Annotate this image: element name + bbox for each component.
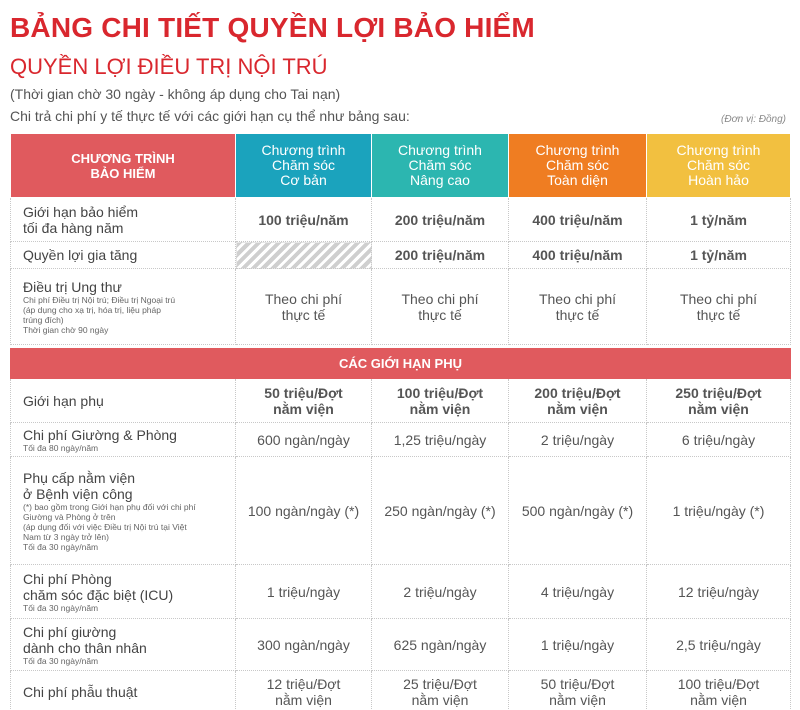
row-label-line: Giới hạn phụ: [23, 392, 104, 409]
cell-value: 2 triệu/ngày: [372, 565, 509, 619]
cell-value: [647, 269, 791, 345]
cell-line: Theo chi phí: [264, 290, 343, 307]
cell-value: [236, 671, 372, 710]
row-label-line: Chi phí Giường & Phòng: [23, 426, 177, 443]
cell-value: [372, 379, 509, 423]
table-row: [11, 671, 791, 710]
row-label-note: Tối đa 30 ngày/năm: [23, 541, 99, 552]
cell-value: 1 tỷ/năm: [647, 198, 791, 242]
table-row: [11, 269, 791, 345]
cell-value: [509, 671, 647, 710]
plan-line: Cơ bản: [280, 172, 327, 188]
table-row: [11, 565, 791, 619]
plan-line: Chương trình: [535, 142, 620, 158]
row-label-line: Phụ cấp nằm viện: [23, 469, 136, 486]
cell-line: nằm viện: [547, 400, 608, 417]
table-row: [11, 619, 791, 671]
row-label-line: Chi phí phẫu thuật: [23, 683, 138, 700]
row-label-bed-room: [11, 423, 236, 457]
table-row: [11, 242, 791, 269]
cell-line: 100 triệu/Đợt: [677, 675, 760, 692]
cell-value: [372, 269, 509, 345]
cell-value: [647, 671, 791, 710]
row-label-note: Thời gian chờ 90 ngày: [23, 324, 109, 335]
row-label-note: Nam từ 3 ngày trở lên): [23, 531, 109, 542]
table-row: [11, 198, 791, 242]
cell-line: nằm viện: [275, 691, 332, 708]
cell-line: Theo chi phí: [679, 290, 758, 307]
page-subtitle: QUYỀN LỢI ĐIỀU TRỊ NỘI TRÚ: [10, 54, 328, 79]
cell-value: [647, 379, 791, 423]
cell-line: nằm viện: [273, 400, 334, 417]
plan-line: Chương trình: [676, 142, 761, 158]
plan-line: Chương trình: [398, 142, 482, 158]
cell-value: 1 tỷ/năm: [647, 242, 791, 269]
row-label-note: trúng đích): [23, 314, 64, 325]
waiting-period-note: (Thời gian chờ 30 ngày - không áp dụng cho Tai nạn): [10, 86, 341, 102]
cell-line: 50 triệu/Đợt: [264, 384, 343, 401]
cell-line: thực tế: [418, 306, 462, 323]
row-label-note: Chi phí Điều trị Nội trú; Điều trị Ngoại trú: [23, 294, 176, 305]
payment-note: Chi trả chi phí y tế thực tế với các giới hạn cụ thể như bảng sau:: [10, 108, 410, 124]
plan-line: Hoàn hảo: [688, 172, 749, 188]
header-plan-basic: [236, 134, 372, 198]
plan-line: Chăm sóc: [686, 157, 751, 173]
row-label-line: Chi phí Phòng: [23, 570, 112, 587]
row-label-line: Điều trị Ung thư: [23, 278, 122, 295]
cell-line: 25 triệu/Đợt: [403, 675, 477, 692]
section-header-row: [11, 349, 791, 379]
plan-line: Nâng cao: [410, 172, 470, 188]
cell-line: thực tế: [696, 306, 741, 323]
row-label-line: chăm sóc đặc biệt (ICU): [23, 586, 174, 603]
row-label-line: Quyền lợi gia tăng: [23, 247, 138, 263]
row-label-note: (áp dụng cho xạ trị, hóa trị, liệu pháp: [23, 304, 161, 315]
cell-line: 100 triệu/Đợt: [396, 384, 484, 401]
unit-note: (Đơn vị: Đồng): [721, 114, 786, 125]
plan-line: Chăm sóc: [545, 157, 610, 173]
cell-value: [509, 269, 647, 345]
cell-line: nằm viện: [688, 400, 749, 417]
table-row: [11, 423, 791, 457]
row-label-added-benefit: [11, 242, 236, 269]
row-label-relative-bed: [11, 619, 236, 671]
cell-value: 1 triệu/ngày: [236, 565, 372, 619]
cell-value: 1 triệu/ngày (*): [647, 457, 791, 565]
cell-value: 250 ngàn/ngày (*): [372, 457, 509, 565]
cell-value: 625 ngàn/ngày: [372, 619, 509, 671]
hatched-not-applicable-cell: [236, 242, 372, 269]
cell-value: [236, 269, 372, 345]
benefits-table: [10, 133, 791, 710]
cell-value: 400 triệu/năm: [509, 242, 647, 269]
cell-line: 50 triệu/Đợt: [540, 675, 615, 692]
row-label-line: Chi phí giường: [23, 623, 117, 640]
cell-value: 400 triệu/năm: [509, 198, 647, 242]
row-label-icu: [11, 565, 236, 619]
header-program-label: [11, 134, 236, 198]
row-label-public-hospital-allowance: [11, 457, 236, 565]
cell-value: 2 triệu/ngày: [509, 423, 647, 457]
cell-value: 500 ngàn/ngày (*): [509, 457, 647, 565]
row-label-note: (áp dụng đối với việc Điều trị Nội trú tại Việt: [23, 521, 187, 532]
row-label-note: Giường và Phòng ở trên: [23, 511, 116, 522]
cell-line: 200 triệu/Đợt: [534, 384, 621, 401]
cell-line: nằm viện: [690, 691, 747, 708]
cell-value: [509, 379, 647, 423]
row-label-line: dành cho thân nhân: [23, 639, 147, 656]
cell-value: 12 triệu/ngày: [647, 565, 791, 619]
cell-line: 12 triệu/Đợt: [266, 675, 341, 692]
row-label-sublimit: [11, 379, 236, 423]
page-title: BẢNG CHI TIẾT QUYỀN LỢI BẢO HIỂM: [10, 12, 535, 43]
cell-value: 1 triệu/ngày: [509, 619, 647, 671]
cell-value: 1,25 triệu/ngày: [372, 423, 509, 457]
cell-line: nằm viện: [549, 691, 606, 708]
cell-line: nằm viện: [411, 691, 469, 708]
cell-value: 100 triệu/năm: [236, 198, 372, 242]
header-plan-comprehensive: [509, 134, 647, 198]
cell-value: [372, 671, 509, 710]
cell-line: Theo chi phí: [401, 290, 479, 307]
row-label-annual-limit: [11, 198, 236, 242]
row-label-line: Giới hạn bảo hiểm: [23, 203, 139, 220]
row-label-line: ở Bệnh viện công: [23, 485, 133, 502]
row-label-cancer: [11, 269, 236, 345]
cell-value: 300 ngàn/ngày: [236, 619, 372, 671]
cell-line: 250 triệu/Đợt: [675, 384, 762, 401]
plan-line: Chăm sóc: [271, 157, 336, 173]
cell-value: 200 triệu/năm: [372, 242, 509, 269]
cell-line: thực tế: [555, 306, 600, 323]
row-label-line: tối đa hàng năm: [23, 219, 124, 236]
row-label-note: Tối đa 30 ngày/năm: [23, 602, 99, 613]
table-row: [11, 379, 791, 423]
cell-line: Theo chi phí: [538, 290, 617, 307]
cell-line: nằm viện: [409, 400, 471, 417]
header-label-line: CHƯƠNG TRÌNH: [71, 150, 175, 166]
row-label-note: Tối đa 80 ngày/năm: [23, 442, 99, 453]
cell-value: 200 triệu/năm: [372, 198, 509, 242]
plan-line: Toàn diện: [547, 172, 608, 188]
plan-line: Chương trình: [261, 142, 346, 158]
header-plan-perfect: [647, 134, 791, 198]
row-label-note: Tối đa 30 ngày/năm: [23, 655, 99, 666]
row-label-note: (*) bao gồm trong Giới hạn phụ đối với chi phí: [23, 501, 196, 512]
cell-value: 2,5 triệu/ngày: [647, 619, 791, 671]
cell-value: [236, 379, 372, 423]
cell-value: 100 ngàn/ngày (*): [236, 457, 372, 565]
cell-value: 4 triệu/ngày: [509, 565, 647, 619]
table-header-row: [11, 134, 791, 198]
header-label-line: BẢO HIỂM: [90, 165, 156, 181]
section-title: CÁC GIỚI HẠN PHỤ: [11, 349, 791, 379]
header-plan-advanced: [372, 134, 509, 198]
cell-value: 600 ngàn/ngày: [236, 423, 372, 457]
plan-line: Chăm sóc: [408, 157, 472, 173]
cell-line: thực tế: [281, 306, 326, 323]
row-label-surgery: [11, 671, 236, 710]
table-row: [11, 457, 791, 565]
cell-value: 6 triệu/ngày: [647, 423, 791, 457]
